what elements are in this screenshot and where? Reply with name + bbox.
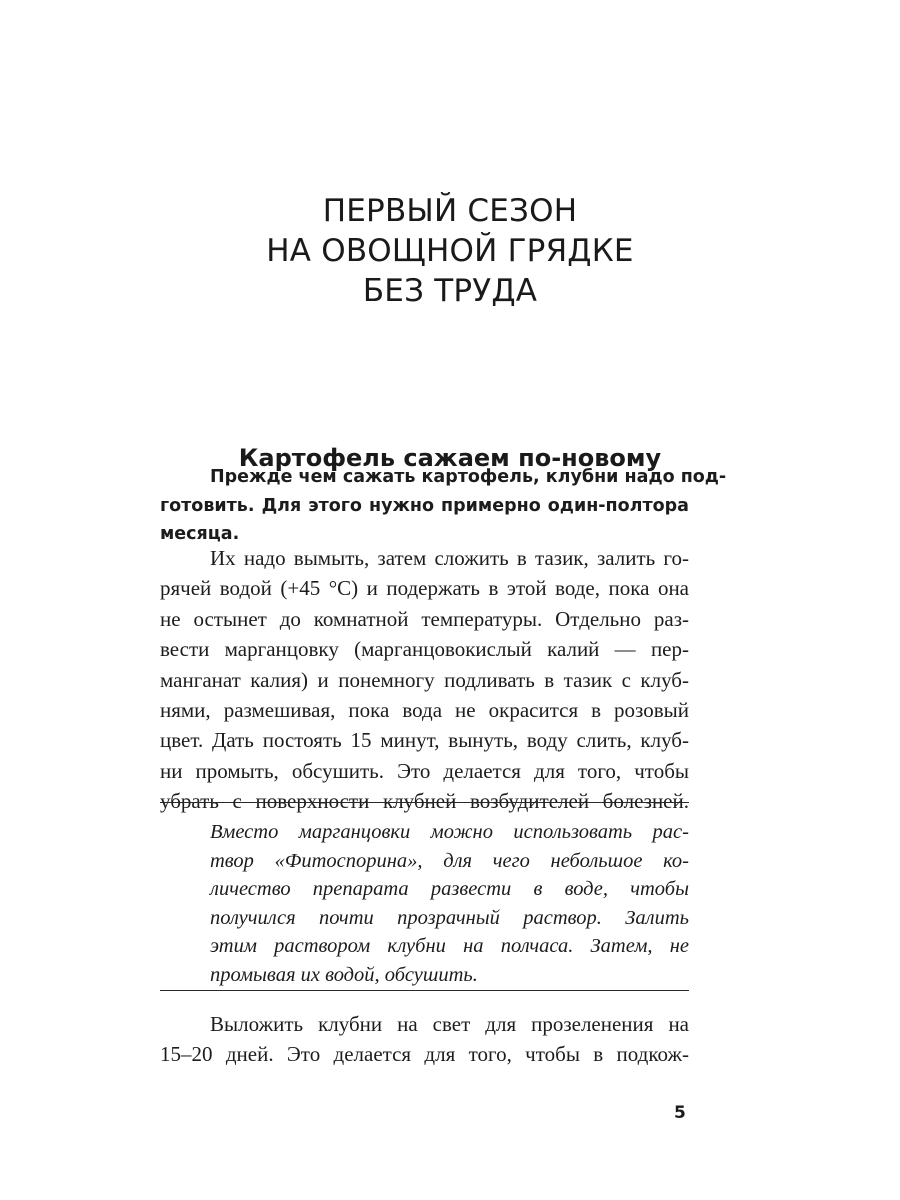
text-line: не остынет до комнатной температуры. Отдельно раз- xyxy=(160,606,689,631)
text-line: Прежде чем сажать картофель, клубни надо под- xyxy=(210,467,727,487)
text-line: убрать с поверхности клубней возбудителей болезней. xyxy=(160,789,689,814)
body-paragraph xyxy=(160,1009,689,1070)
chapter-title-line: ПЕРВЫЙ СЕЗОН xyxy=(322,192,578,229)
note-line: промывая их водой, обсушить. xyxy=(210,963,478,986)
chapter-title xyxy=(0,191,900,311)
text-line: Выложить клубни на свет для прозеленения на xyxy=(210,1012,689,1036)
text-line: цвет. Дать постоять 15 минут, вынуть, воду слить, клуб- xyxy=(160,728,689,753)
text-line: ни промыть, обсушить. Это делается для того, чтобы xyxy=(160,758,689,783)
note-box xyxy=(210,818,689,990)
text-line: 15–20 дней. Это делается для того, чтобы в подкож- xyxy=(160,1042,689,1067)
text-line: манганат калия) и понемногу подливать в тазик с клуб- xyxy=(160,667,689,692)
chapter-title-line: НА ОВОЩНОЙ ГРЯДКЕ xyxy=(266,232,634,269)
body-paragraph xyxy=(160,543,689,817)
text-line: готовить. Для этого нужно примерно один-полтора xyxy=(160,495,689,516)
note-line: получился почти прозрачный раствор. Залить xyxy=(210,906,689,929)
note-line: личество препарата развести в воде, чтобы xyxy=(210,878,689,901)
text-line: Их надо вымыть, затем сложить в тазик, залить го- xyxy=(210,546,689,570)
note-top-rule xyxy=(160,802,689,803)
note-line: Вместо марганцовки можно использовать рас- xyxy=(210,821,689,843)
text-line: месяца. xyxy=(160,524,240,544)
note-bottom-rule xyxy=(160,990,689,991)
text-line: вести марганцовку (марганцовокислый калий — пер- xyxy=(160,637,689,662)
note-line: этим раствором клубни на полчаса. Затем, не xyxy=(210,935,689,958)
section-title: Картофель сажаем по-новому xyxy=(238,443,662,472)
text-line: нями, размешивая, пока вода не окрасится в розовый xyxy=(160,698,689,723)
chapter-title-line: БЕЗ ТРУДА xyxy=(362,272,538,309)
note-line: твор «Фитоспорина», для чего небольшое ко- xyxy=(210,849,689,872)
lead-paragraph xyxy=(160,463,727,549)
page-number: 5 xyxy=(674,1103,686,1123)
text-line: рячей водой (+45 °С) и подержать в этой воде, пока она xyxy=(160,576,689,601)
